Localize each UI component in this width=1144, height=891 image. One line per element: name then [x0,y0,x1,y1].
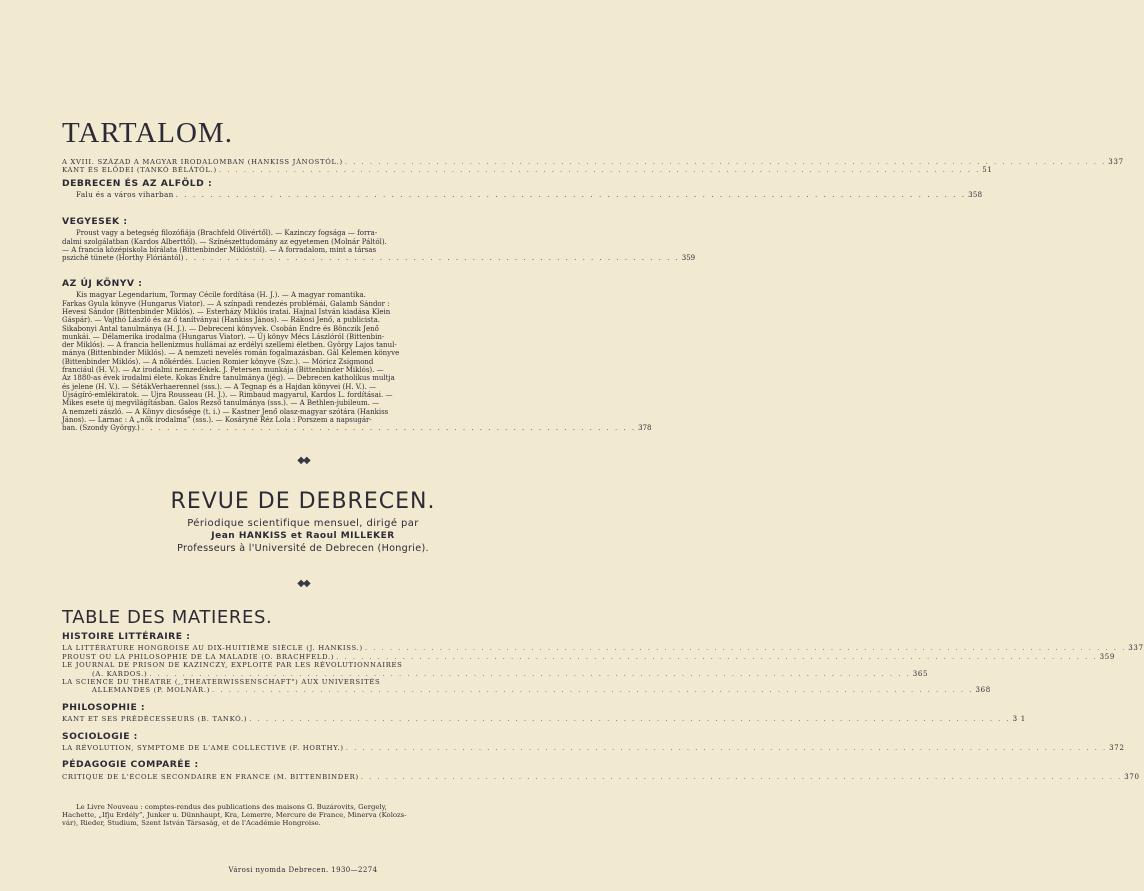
toc-entry: LA RÉVOLUTION, SYMPTOME DE L'AME COLLECTIVE (F. HORTHY.) . . . 372 [62,744,544,752]
ornament-divider: ◆◆ [297,455,309,466]
toc-fr [62,631,1144,781]
toc-title-hu: TARTALOM. [62,117,233,149]
revue-editors: Jean HANKISS et Raoul MILLEKER [211,531,395,541]
toc-section-uj-konyv [62,278,652,433]
revue-title: REVUE DE DEBRECEN. [170,489,436,514]
toc-entry: CRITIQUE DE L'ÉCOLE SECONDAIRE EN FRANCE (M. BITTENBINDER) . . . 370 [62,773,544,781]
section-paragraph: Kis magyar Legendarium, Tormay Cécile fordítása (H. J.). — A magyar romantika. Farkas Gyula könyve (Hungarus Viator). — A színpadi rendezés problémái, Galamb Sándor : Hevesi Sándor (Bittenbinder Miklós). — Esterházy Miklós iratai. Hajnal István kiadása Klein Gáspár). — Vajthó László és az ő tanítványai (Hankiss János). — Rákosi Jenő, a publicista. Sikabonyi Antal tanulmánya (H. J.). — Debreceni könyvek. Csobán Endre és Bönczik Jenő munkái. — Délamerika irodalma (Hungarus Viator). — Új könyv Mécs Lászlóról (Bittenbin- der Miklós). — A francia hellenizmus hullámai az erdélyi szellemi életben. György Lajos tanul- mánya (Bittenbinder Miklós). — A nemzeti nevelés román fogalmazásban. Gál Kelemen könyve (Bittenbinder Miklós). — A nőkérdés. Lucien Romier könyve (Szc.). — Móricz Zsigmond franciául (H. V.). — Az irodalmi nemzedékek. J. Petersen munkája (Bittenbinder Miklós). — Az 1880-as évek irodalmi élete. Kokas Endre tanulmánya (jég). — Debrecen katholikus multja és jelene (H. V.). — SétákVerhaerennel (sss.). — A Tegnap és a Hajdan könyvei (H. V.). — Újságíró-emlékiratok. — Ujra Rousseau (H. J.). — Rimbaud magyarul, Kardos L. fordításai. — Mikes esete új megvilágításban. Galos Rezső tanulmánya (sss.). — A Bethlen-jubileum. — A nemzeti zászló. — A Könyv dicsősége (t. i.) — Kastner Jenő olasz-magyar szótára (Hankiss János). — Larnac : A „nők irodalma” (sss.). — Kosáryné Réz Lola : Porszem a napsugár- ban. (Szondy György.) . . . 378 [62,291,544,432]
toc-title-fr: TABLE DES MATIERES. [62,607,273,628]
toc-entry: KANT ET SES PRÉDÉCESSEURS (B. TANKÓ.) . . . 3 1 [62,715,544,723]
toc-entry: KANT ÉS ELŐDEI (TANKÓ BÉLÁTÓL.) . . . 51 [62,166,544,174]
section-heading: HISTOIRE LITTÉRAIRE : [62,631,191,642]
toc-entry: PROUST OU LA PHILOSOPHIE DE LA MALADIE (O. BRACHFELD.) . . . 359 [62,653,544,661]
section-heading: PÉDAGOGIE COMPARÉE : [62,759,199,771]
toc-section-debrecen [62,178,983,200]
toc-entry: LA SCIENCE DU THÉATRE (,,THEATERWISSENSCHAFT") AUX UNIVERSITÉS [62,678,381,687]
toc-entry: A XVIII. SZÁZAD A MAGYAR IRODALOMBAN (HANKISS JÁNOSTÓL.) . . . 337 [62,158,544,166]
section-heading: PHILOSOPHIE : [62,701,146,713]
section-heading: VEGYESEK : [62,216,128,227]
toc-section-vegyesek [62,216,696,263]
toc-entry: LE JOURNAL DE PRISON DE KAZINCZY, EXPLOITÉ PAR LES RÉVOLUTIONNAIRES [62,661,403,670]
toc-entry: LA LITTÉRATURE HONGROISE AU DIX-HUITIÈME SIÈCLE (J. HANKISS.) . . . 337 [62,644,544,652]
toc-entry: Falu és a város viharban . . . 358 [62,191,544,199]
revue-affiliation: Professeurs à l'Université de Debrecen (Hongrie). [177,543,429,554]
livre-nouveau-note: Le Livre Nouveau : comptes-rendus des publications des maisons G. Buzárovits, Gergely, Hachette, „Ifju Erdély”, Junker u. Dünnhaupt, Kra, Lemerre, Mercure de France, Minerva (Kolozs- vár), Rieder, Studium, Szent István Társaság, et de l'Académie Hongroise. [62,803,407,828]
section-heading: AZ ÚJ KÖNYV : [62,278,143,289]
printer-footer: Városi nyomda Debrecen. 1930—2274 [228,866,378,874]
section-heading: DEBRECEN ÉS AZ ALFÖLD : [62,178,213,189]
revue-subtitle: Périodique scientifique mensuel, dirigé par [187,518,419,529]
toc-entry: (A. KARDOS.) . . . 365 [62,670,544,678]
section-heading: SOCIOLOGIE : [62,730,138,742]
toc-hu-top [62,158,1124,175]
toc-entry: ALLEMANDES (P. MOLNÁR.) . . . 368 [62,686,544,694]
ornament-divider: ◆◆ [297,578,309,589]
section-paragraph: Proust vagy a betegség filozófiája (Brachfeld Olivértől). — Kazinczy fogsága — forra- dalmi szolgálatban (Kardos Alberttől). — Színészettudomány az egyetemen (Molnár Páltól). — A francia középiskola bírálata (Bittenbinder Miklóstól). — A forradalom, mint a társas pszichê tünete (Horthy Flóriántól) . . . 359 [62,229,544,262]
